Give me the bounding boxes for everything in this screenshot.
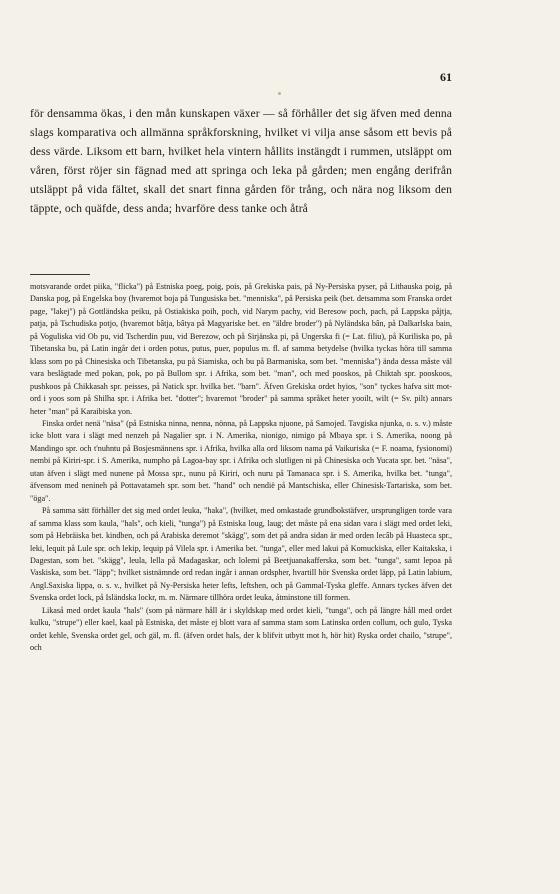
paper-speck	[278, 92, 281, 95]
main-text-block	[30, 104, 452, 218]
footnote-paragraph: På samma sätt förhåller det sig med ordet leuka, "haka", (hvilket, med omkastade grundbokstäfver, ursprungligen torde vara af samma klass som kaula, "hals", och kieli, "tunga") på Estniska loug, laug; det måste på ena sidan vara i slägt med ordet leki, som på Hebräiska bet. kindben, och på Arabiska deremot "skägg", som det på andra sidan är med orden lecâb på Huasteca spr., leki, lequit på Lule spr. och lekip, lequip på Vilela spr. i Amerika bet. "tunga", eller med lakui på Komuckiska, eller Kaitakska, i Dagestan, som bet. "skägg", leula, lella på Madagaskar, och lolemi på Beetjuanakafferska, som bet. "tunga", samt lepoa på Vaskiska, som bet. "läpp"; hvilket sistnämnde ord redan ingår i annan ordspher, hvartill hör Svenska ordet läpp, på Latin labium, Angl.Saxiska lippa, o. s. v., hvilket på Ny-Persiska heter lefts, leftshen, och på Gammal-Tyska gleffe. Annars tyckes äfven det Svenska ordet lock, på Isländska lockr, m. m. Närmare tillhöra ordet leuka, åtminstone till formen.	[30, 506, 452, 603]
footnotes-block	[30, 281, 452, 655]
main-paragraph: för densamma ökas, i den mån kunskapen växer — så förhåller det sig äfven med denna slags komparativa och allmänna språkforskning, hvilket vi vilja anse såsom ett bevis på dess värde. Liksom ett barn, hvilket hela vintern hållits instängdt i rummen, utsläppt om våren, först röjer sin fägnad med att springa och leka på gården; men engång derifrån utsläppt på vida fältet, skall det snart finna gården för trång, och nära nog liksom den täppte, och quäfde, dess anda; hvarföre dess tanke och åtrå	[30, 107, 452, 215]
footnote-paragraph: motsvarande ordet piika, "flicka") på Estniska poeg, poig, pois, på Grekiska pais, på Ny-Persiska pyser, på Lithauska poig, på Danska pog, på Engelska boy (hvaremot boja på Tungusiska bet. "menniska", på Persiska peik (bet. detsamma som Franska ordet page, "lakej") på Gottländska peiku, på Ostiakiska poih, poch, vid Narym pachy, vid Beresow poch, pach, på Lappska påjtja, patja, på Tschudiska potjo, (hvaremot bâtja, bâtya på Magyariske bet. en "äldre broder") på Nyländska bân, på Dalkarlska bain, på Voguliska vid Ob pu, vid Tscherdin puu, vid Berezow, och på Sirjänska pi, på Ungerska fi (= Lat. filiu), på Kuriliska po, på Tibetanska bu, på Latin ingår det i orden potus, putus, puer, populus m. fl. af samma betydelse (hvilka tyckas höra till samma klass som po på Chinesiska och Tibetanska, pu på Siamiska, och bu på Barmaniska, som bet. "menniska") ända dessa måste väl vara beslägtade med pokan, pok, po på Bullom spr. i Afrika, som bet. "man", och med pooskos, på Chiktah spr. pooskoos, pushkoos på Chikkasah spr. peisses, på Natick spr. hvilka bet. "barn". Äfven Grekiska ordet hyios, "son" tyckes hafva sitt mot-ord i yoos som på Shilha spr. i Afrika bet. "dotter"; hvaremot "broder" på samma språket heter yooilt, wilt (= Sv. pilt) annars heter "man" på Karaibiska yon.	[30, 282, 452, 416]
footnote-divider	[30, 274, 90, 275]
footnote-paragraph: Likaså med ordet kaula "hals" (som på närmare håll är i skyldskap med ordet kieli, "tunga", och på längre håll med ordet kulku, "strupe") eller kael, kaal på Estniska, det måste ej blott vara af samma stam som Latinska orden collum, och gulo, Tyska ordet kehle, Svenska ordet gel, och gäl, m. fl. (äfven ordet hals, der k blifvit utbytt mot h, hör hit) Ryska ordet chailo, "strupe", och	[30, 605, 452, 653]
footnote-paragraph: Finska ordet nenä "näsa" (på Estniska ninna, nenna, nönna, på Lappska njuone, på Samojed. Tavgiska njunka, o. s. v.) måste icke blott vara i slägt med nenzeh på Nagalier spr. i N. Amerika, nionigo, nimigo på Mbaya spr. i S. Amerika, noong på Mandingo spr. och t'nuhntu på Bosjesmännens spr. i Afrika, hvilka alla ord liksom nama på Vaikuriska (= F. noama, fysionomi) nembi på Kiriri-spr. i S. Amerika, numpho på Lagoa-bay spr. i Afrika och slutligen ni på Chinesiska och Yucata spr. bet. "näsa", utan äfven i slägt med nunene på Mossa spr., nunu på Kiriri, och nuru på Tamanaca spr. i S. Amerika, hvilka bet. "tunga", äfvensom med nenineh på Pottavatameh spr. som bet. "hand" och nendië på Mantschiska, eller Chinesisk-Tartariska, som bet. "öga".	[30, 418, 452, 503]
page-number: 61	[440, 70, 452, 84]
